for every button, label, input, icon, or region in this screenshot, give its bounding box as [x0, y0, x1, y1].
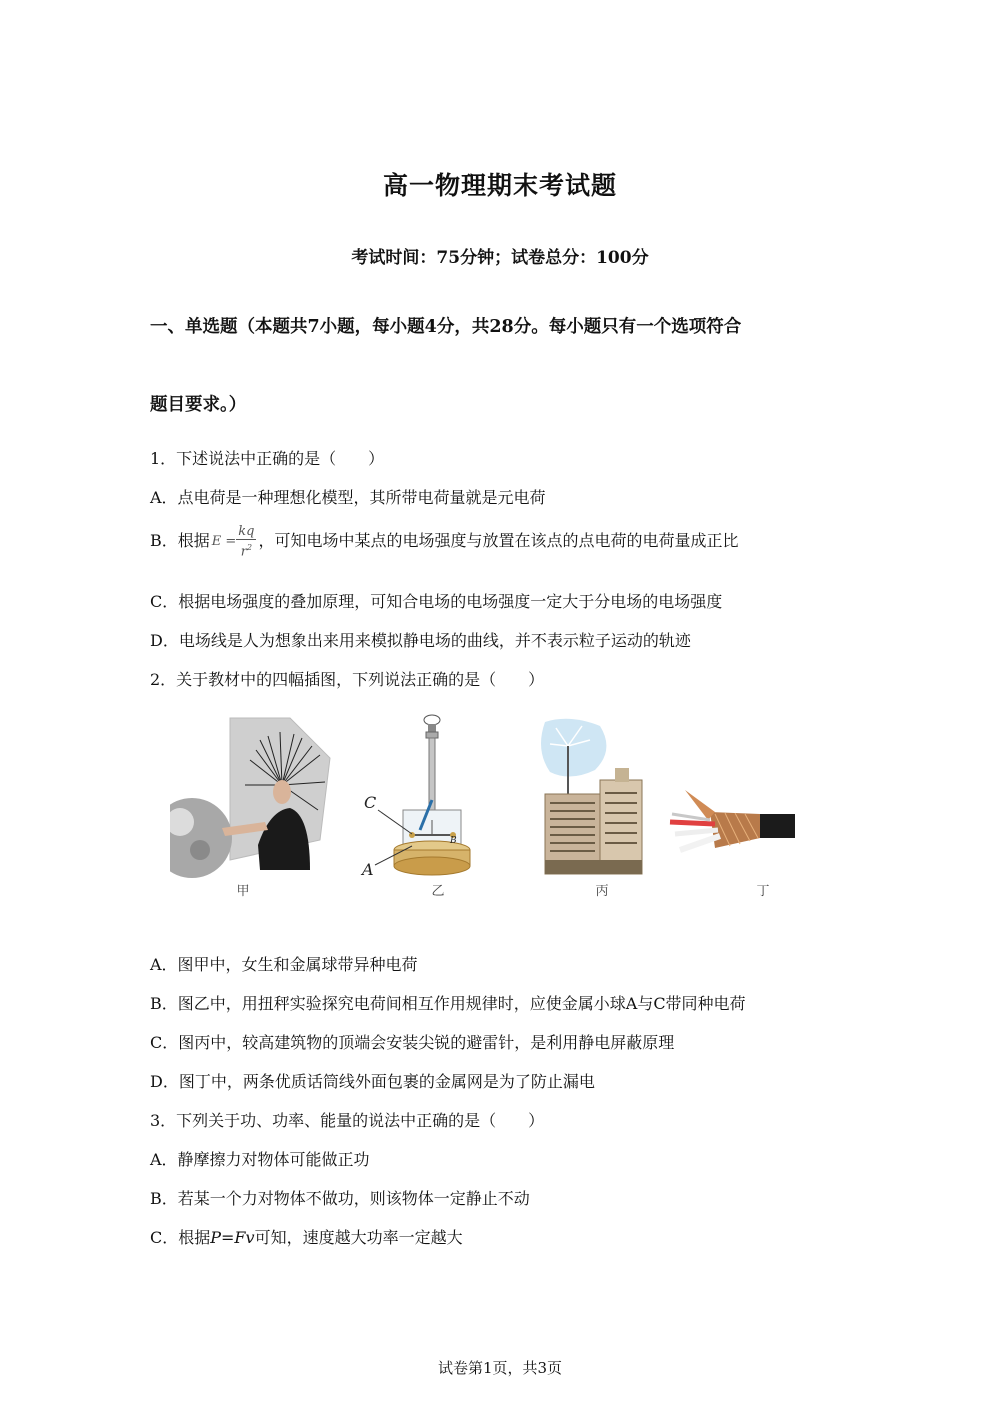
- page-footer: 试卷第1页，共3页: [437, 1359, 563, 1377]
- question-1-option-c: C．根据电场强度的叠加原理，可知合电场的电场强度一定大于分电场的电场强度: [150, 592, 723, 611]
- question-1-stem: 1．下述说法中正确的是（ ）: [150, 449, 385, 468]
- figure-label-bing: 丙: [595, 884, 609, 899]
- question-2-option-a: A．图甲中，女生和金属球带异种电荷: [150, 955, 418, 974]
- figure-row: [170, 710, 820, 910]
- figure-letter-b: B: [450, 836, 457, 846]
- question-2-option-c: C．图丙中，较高建筑物的顶端会安装尖锐的避雷针，是利用静电屏蔽原理: [150, 1033, 675, 1052]
- question-2-option-d: D．图丁中，两条优质话筒线外面包裹的金属网是为了防止漏电: [150, 1072, 595, 1091]
- question-2-option-b: B．图乙中，用扭秤实验探究电荷间相互作用规律时，应使金属小球A与C带同种电荷: [150, 994, 746, 1013]
- formula-numerator: kq: [238, 524, 255, 539]
- option-b-suffix: ，可知电场中某点的电场强度与放置在该点的点电荷的电荷量成正比: [258, 531, 739, 551]
- question-3-option-a: A．静摩擦力对物体可能做正功: [150, 1150, 370, 1169]
- section-heading-cont: 题目要求。）: [150, 395, 247, 415]
- formula-lhs: E =: [211, 534, 237, 550]
- field-strength-formula: [212, 524, 257, 559]
- option-b-prefix: B．根据: [150, 531, 210, 551]
- option-c-prefix: C．根据: [150, 1228, 211, 1247]
- formula-fraction: [236, 524, 256, 559]
- option-c-suffix: 可知，速度越大功率一定越大: [254, 1228, 463, 1247]
- figure-letter-a: A: [362, 860, 374, 879]
- figure-ding-image: [670, 790, 795, 850]
- figure-label-ding: 丁: [756, 884, 770, 899]
- formula-den-r: r: [240, 544, 247, 560]
- question-3-option-c: [150, 1225, 463, 1248]
- figure-jia-image: [170, 718, 330, 878]
- exam-info: 考试时间：75分钟；试卷总分：100分: [351, 248, 649, 268]
- figure-bing-image: [541, 719, 642, 874]
- formula-exponent: 2: [246, 543, 253, 552]
- figure-yi-image: [375, 715, 470, 875]
- question-3-option-b: B．若某一个力对物体不做功，则该物体一定静止不动: [150, 1189, 530, 1208]
- question-2-stem: 2．关于教材中的四幅插图，下列说法正确的是（ ）: [150, 670, 545, 689]
- figure-label-jia: 甲: [236, 884, 250, 899]
- figure-letter-c: C: [364, 793, 377, 812]
- power-formula: P=Fv: [210, 1228, 255, 1247]
- question-1-option-b: [150, 524, 739, 559]
- question-3-stem: 3．下列关于功、功率、能量的说法中正确的是（ ）: [150, 1111, 545, 1130]
- question-1-option-d: D．电场线是人为想象出来用来模拟静电场的曲线，并不表示粒子运动的轨迹: [150, 631, 691, 650]
- question-1-option-a: A．点电荷是一种理想化模型，其所带电荷量就是元电荷: [150, 488, 546, 507]
- page-title: 高一物理期末考试题: [382, 171, 617, 200]
- formula-denominator: [236, 540, 256, 559]
- figure-label-yi: 乙: [431, 884, 445, 899]
- section-heading: 一、单选题（本题共7小题，每小题4分，共28分。每小题只有一个选项符合: [150, 317, 742, 337]
